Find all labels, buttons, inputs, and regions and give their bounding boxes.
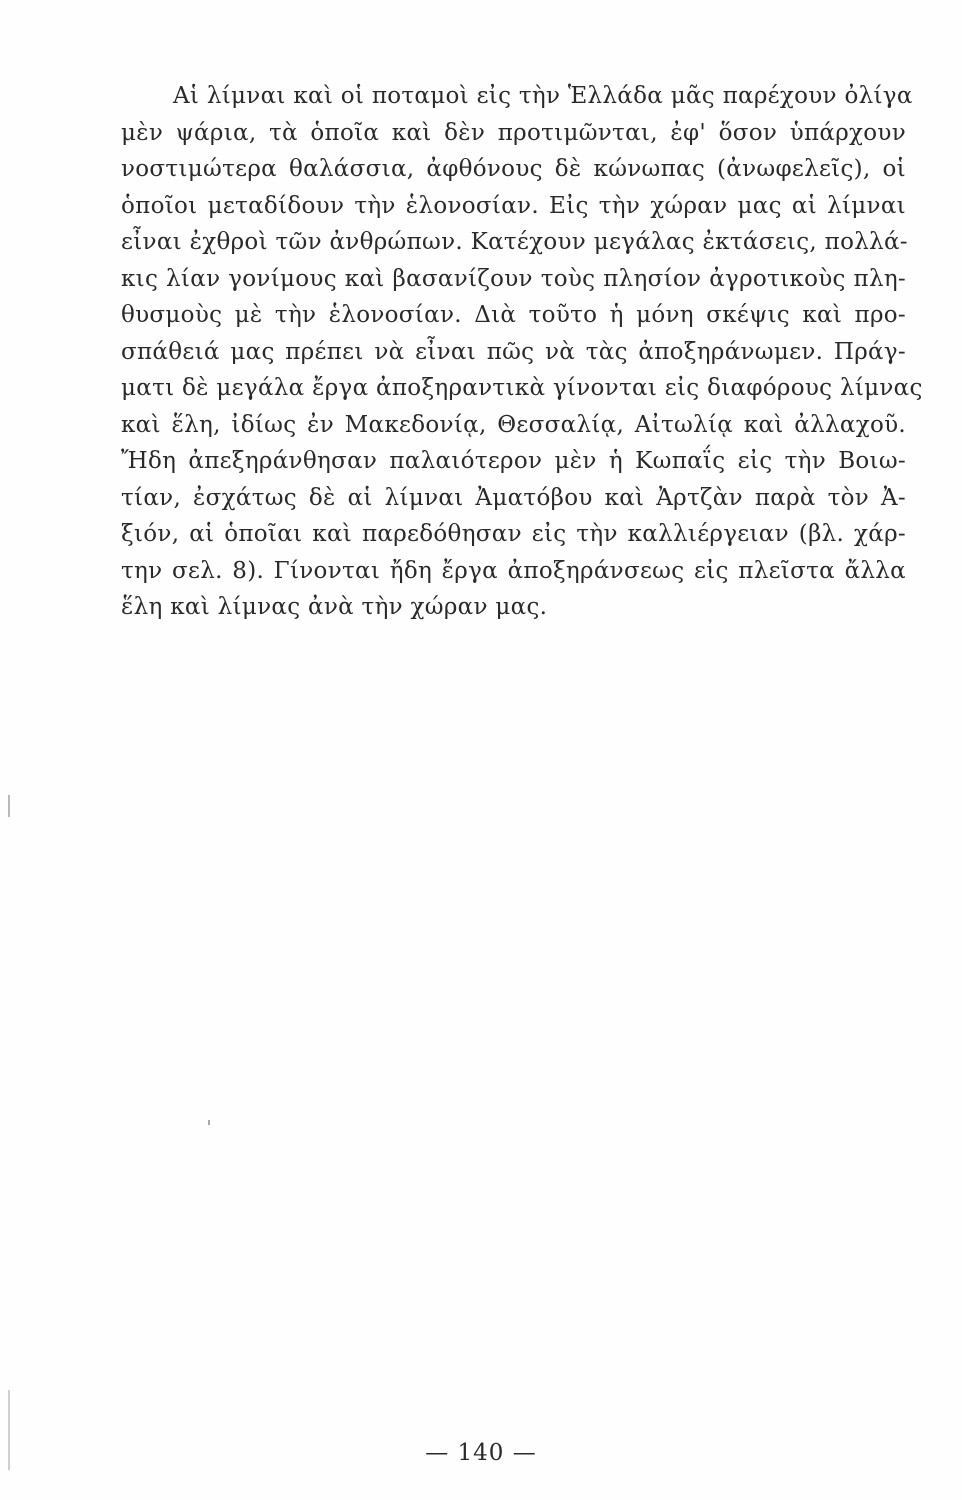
paragraph-line: ματι δὲ μεγάλα ἔργα ἀποξηραντικὰ γίνονται εἰς διαφόρους λίμνας (121, 375, 923, 401)
paragraph-line: μὲν ψάρια, τὰ ὁποῖα καὶ δὲν προτιμῶνται, ἐφ' ὅσον ὑπάρχουν (121, 119, 906, 146)
paragraph-line: τίαν, ἐσχάτως δὲ αἱ λίμναι Ἀματόβου καὶ Ἀρτζὰν παρὰ τὸν Ἀ- (121, 484, 906, 511)
paragraph-line: θυσμοὺς μὲ τὴν ἑλονοσίαν. Διὰ τοῦτο ἡ μόνη σκέψις καὶ προ- (121, 302, 906, 328)
paragraph-line: σπάθειά μας πρέπει νὰ εἶναι πῶς νὰ τὰς ἀποξηράνωμεν. Πράγ- (121, 338, 906, 365)
paragraph-line: ξιόν, αἱ ὁποῖαι καὶ παρεδόθησαν εἰς τὴν καλλιέργειαν (βλ. χάρ- (121, 521, 906, 547)
paragraph-line: κις λίαν γονίμους καὶ βασανίζουν τοὺς πλησίον ἀγροτικοὺς πλη- (121, 265, 906, 292)
paragraph-line: εἶναι ἐχθροὶ τῶν ἀνθρώπων. Κατέχουν μεγάλας ἐκτάσεις, πολλά- (121, 229, 908, 255)
scan-speck (208, 1120, 210, 1125)
paragraph-line: νοστιμώτερα θαλάσσια, ἀφθόνους δὲ κώνωπας (ἀνωφελεῖς), οἱ (121, 156, 906, 182)
paragraph-line: Ἤδη ἀπεξηράνθησαν παλαιότερον μὲν ἡ Κωπαΐς εἰς τὴν Βοιω- (121, 448, 906, 474)
page-number: — 140 — (425, 1440, 537, 1466)
paragraph-line: Αἱ λίμναι καὶ οἱ ποταμοὶ εἰς τὴν Ἑλλάδα μᾶς παρέχουν ὀλίγα (173, 83, 913, 109)
paragraph-line: ἕλη καὶ λίμνας ἀνὰ τὴν χώραν μας. (121, 594, 548, 620)
paragraph-line: καὶ ἕλη, ἰδίως ἐν Μακεδονίᾳ, Θεσσαλίᾳ, Αἰτωλίᾳ καὶ ἀλλαχοῦ. (121, 411, 906, 438)
scan-edge-mark (8, 795, 10, 817)
body-paragraph (121, 78, 923, 626)
paragraph-line: την σελ. 8). Γίνονται ἤδη ἔργα ἀποξηράνσεως εἰς πλεῖστα ἄλλα (121, 557, 906, 584)
paragraph-line: ὁποῖοι μεταδίδουν τὴν ἑλονοσίαν. Εἰς τὴν χώραν μας αἱ λίμναι (121, 192, 906, 219)
